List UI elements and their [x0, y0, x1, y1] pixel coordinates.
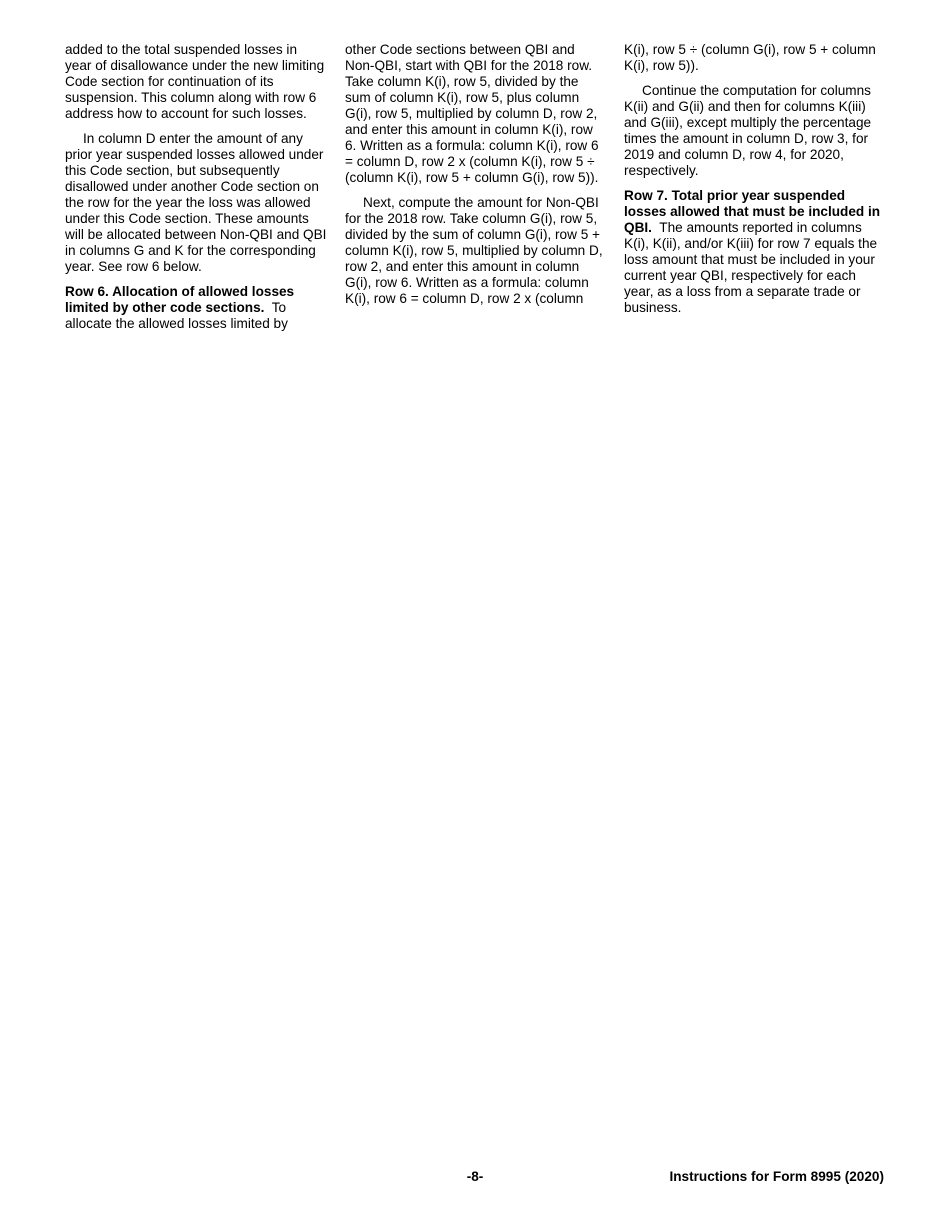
row-6-body: To allocate the allowed losses limited by	[65, 300, 288, 331]
column-2	[345, 42, 607, 316]
paragraph: In column D enter the amount of any prior year suspended losses allowed under this Code section, but subsequently disallowed under another Code section on the row for the year the loss was allowed under this Code section. These amounts will be allocated between Non-QBI and QBI in columns G and K for the corresponding year. See row 6 below.	[65, 131, 327, 274]
row-6-section	[65, 284, 327, 332]
row-7-section	[624, 188, 886, 316]
paragraph: Continue the computation for columns K(ii) and G(ii) and then for columns K(iii) and G(iii), except multiply the percentage times the amount in column D, row 3, for 2019 and column D, row 4, for 2020, respectively.	[624, 83, 872, 178]
column-1	[65, 42, 327, 341]
paragraph: added to the total suspended losses in year of disallowance under the new limiting Code section for continuation of its suspension. This column along with row 6 address how to account for such losses.	[65, 42, 325, 121]
row-6-heading: Row 6. Allocation of allowed losses limited by other code sections.	[65, 284, 295, 315]
column-3	[624, 42, 886, 325]
form-title: Instructions for Form 8995 (2020)	[669, 1169, 884, 1184]
paragraph: Next, compute the amount for Non-QBI for the 2018 row. Take column G(i), row 5, divided by the sum of column G(i), row 5 + column K(i), row 5, multiplied by column D, row 2, and enter this amount in column G(i), row 6. Written as a formula: column K(i), row 6 = column D, row 2 x (column	[345, 195, 603, 306]
paragraph: K(i), row 5 ÷ (column G(i), row 5 + column K(i), row 5)).	[624, 42, 876, 73]
row-7-heading: Row 7. Total prior year suspended losses allowed that must be included in QBI.	[624, 188, 881, 235]
row-7-body: The amounts reported in columns K(i), K(ii), and/or K(iii) for row 7 equals the loss amount that must be included in your current year QBI, respectively for each year, as a loss from a separate trade or business.	[624, 220, 878, 315]
page-number: -8-	[466, 1169, 484, 1184]
paragraph: other Code sections between QBI and Non-QBI, start with QBI for the 2018 row. Take column K(i), row 5, divided by the sum of column K(i), row 5, plus column G(i), row 5, multiplied by column D, row 2, and enter this amount in column K(i), row 6. Written as a formula: column K(i), row 6 = column D, row 2 x (column K(i), row 5 ÷ (column K(i), row 5 + column G(i), row 5)).	[345, 42, 599, 185]
